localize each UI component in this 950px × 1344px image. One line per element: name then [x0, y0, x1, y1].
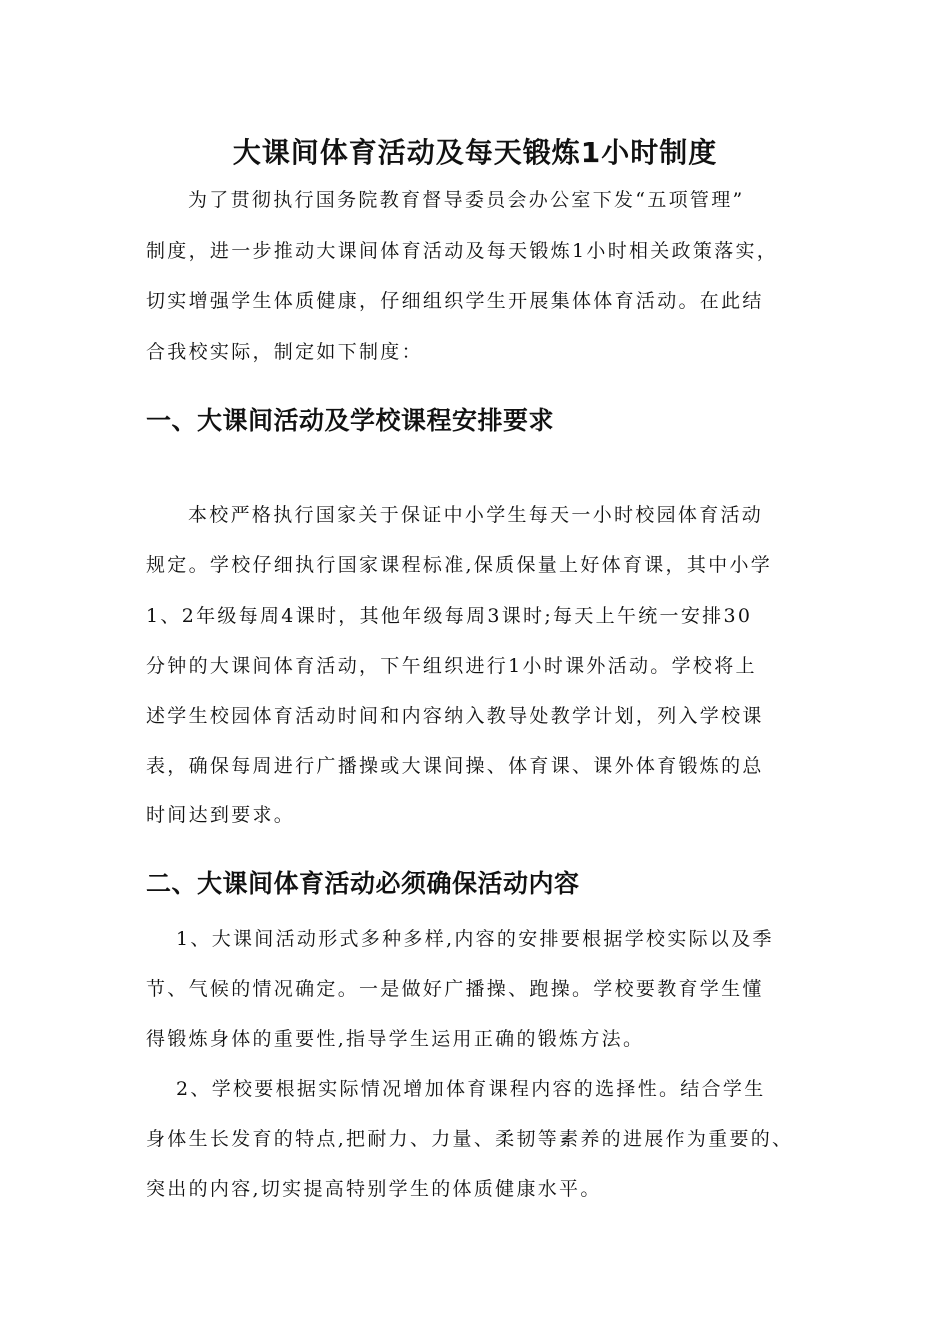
section-1-line: 分钟的大课间体育活动，下午组织进行1小时课外活动。学校将上 [146, 655, 757, 677]
section-2-line: 节、气候的情况确定。一是做好广播操、跑操。学校要教育学生懂 [146, 978, 764, 1000]
intro-line: 切实增强学生体质健康，仔细组织学生开展集体体育活动。在此结 [146, 290, 764, 312]
section-1-line: 表，确保每周进行广播操或大课间操、体育课、课外体育锻炼的总 [146, 755, 764, 777]
section-2-line: 2、学校要根据实际情况增加体育课程内容的选择性。结合学生 [176, 1078, 766, 1100]
section-1-heading: 一、大课间活动及学校课程安排要求 [146, 406, 555, 435]
intro-line: 为了贯彻执行国务院教育督导委员会办公室下发“五项管理” [188, 189, 745, 211]
section-1-line: 规定。学校仔细执行国家课程标准,保质保量上好体育课，其中小学 [146, 554, 773, 576]
section-2-line: 突出的内容,切实提高特别学生的体质健康水平。 [146, 1178, 602, 1200]
section-1-line: 述学生校园体育活动时间和内容纳入教导处教学计划，列入学校课 [146, 705, 764, 727]
section-2-line: 得锻炼身体的重要性,指导学生运用正确的锻炼方法。 [146, 1028, 645, 1050]
section-1-line: 1、2年级每周4课时，其他年级每周3课时;每天上午统一安排30 [146, 605, 753, 627]
section-2-line: 身体生长发育的特点,把耐力、力量、柔韧等素养的进展作为重要的、 [146, 1128, 794, 1150]
document-title: 大课间体育活动及每天锻炼1小时制度 [232, 136, 718, 169]
section-2-heading: 二、大课间体育活动必须确保活动内容 [146, 869, 580, 898]
section-1-line: 本校严格执行国家关于保证中小学生每天一小时校园体育活动 [188, 504, 764, 526]
intro-line: 合我校实际，制定如下制度： [146, 341, 423, 363]
intro-line: 制度，进一步推动大课间体育活动及每天锻炼1小时相关政策落实， [146, 240, 779, 262]
section-1-line: 时间达到要求。 [146, 804, 296, 826]
section-2-line: 1、大课间活动形式多种多样,内容的安排要根据学校实际以及季 [176, 928, 774, 950]
